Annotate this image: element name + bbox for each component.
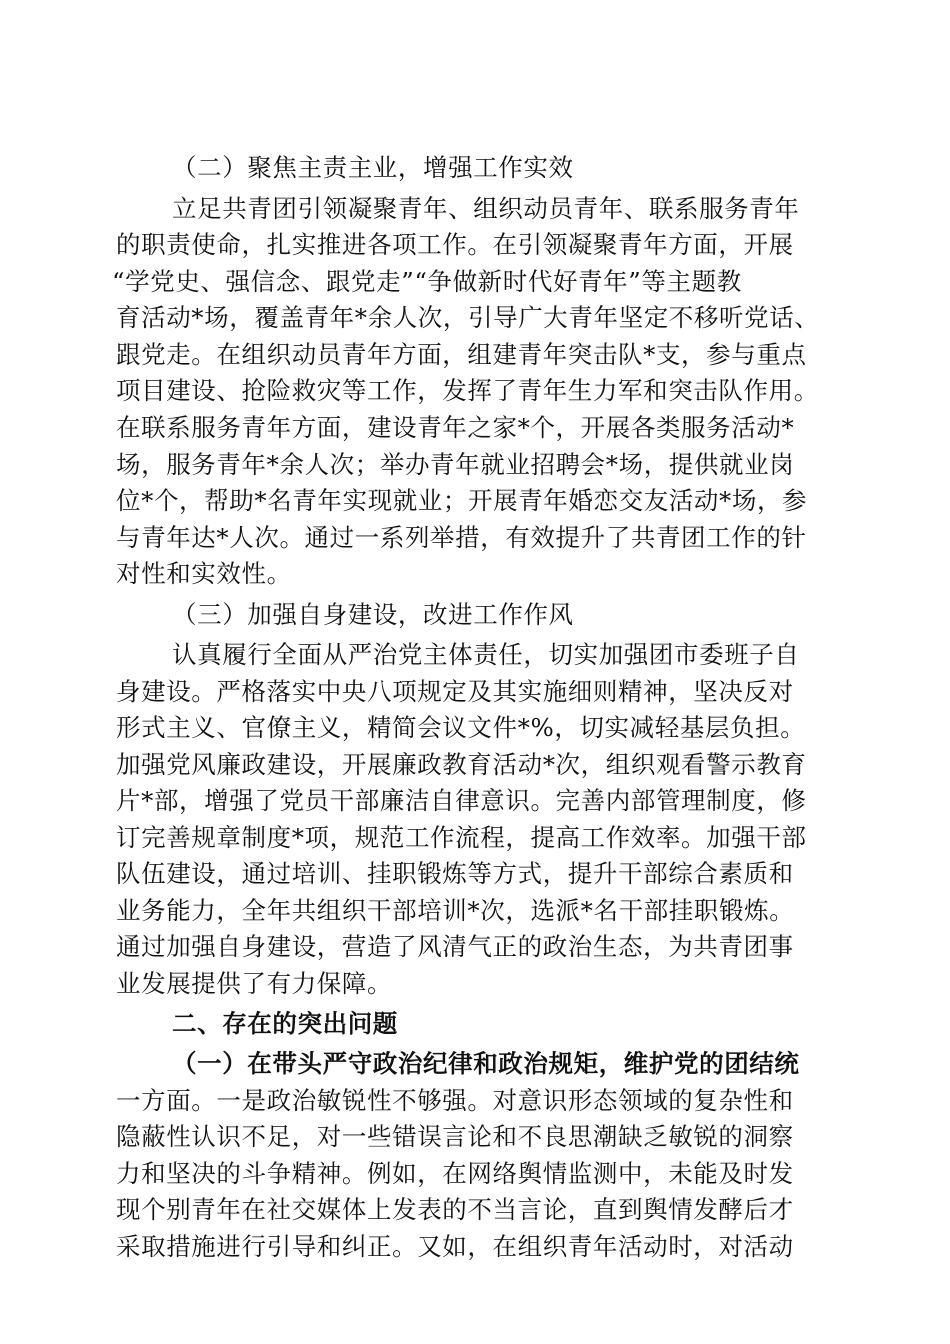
- paragraph-line: 通过加强自身建设，营造了风清气正的政治生态，为共青团事: [116, 932, 794, 961]
- paragraph-line: 订完善规章制度*项，规范工作流程，提高工作效率。加强干部: [116, 823, 807, 852]
- paragraph-line: 立足共青团引领凝聚青年、组织动员青年、联系服务青年: [172, 194, 800, 223]
- paragraph-line: 项目建设、抢险救灾等工作，发挥了青年生力军和突击队作用。: [116, 376, 819, 405]
- paragraph-line: 形式主义、官僚主义，精简会议文件*%，切实减轻基层负担。: [116, 713, 806, 742]
- section-heading-3: （三）加强自身建设，改进工作作风: [172, 600, 574, 629]
- paragraph-line: 育活动*场，覆盖青年*余人次，引导广大青年坚定不移听党话、: [116, 303, 820, 332]
- paragraph-line: 队伍建设，通过培训、挂职锻炼等方式，提升干部综合素质和: [116, 859, 794, 888]
- paragraph-line: 位*个，帮助*名青年实现就业；开展青年婚恋交友活动*场，参: [116, 486, 808, 515]
- section-heading-2: （二）聚焦主责主业，增强工作实效: [172, 153, 574, 182]
- paragraph-line: 一方面。一是政治敏锐性不够强。对意识形态领域的复杂性和: [116, 1086, 794, 1115]
- paragraph-line: 场，服务青年*余人次；举办青年就业招聘会*场，提供就业岗: [116, 450, 795, 479]
- paragraph-line: 采取措施进行引导和纠正。又如，在组织青年活动时，对活动: [116, 1232, 794, 1261]
- paragraph-line: 与青年达*人次。通过一系列举措，有效提升了共青团工作的针: [116, 523, 807, 552]
- paragraph-line: 身建设。严格落实中央八项规定及其实施细则精神，坚决反对: [116, 677, 794, 706]
- paragraph-line: 力和坚决的斗争精神。例如，在网络舆情监测中，未能及时发: [116, 1159, 794, 1188]
- paragraph-line: 的职责使命，扎实推进各项工作。在引领凝聚青年方面，开展: [116, 230, 794, 259]
- paragraph-line: 认真履行全面从严治党主体责任，切实加强团市委班子自: [172, 640, 800, 669]
- paragraph-line: 片*部，增强了党员干部廉洁自律意识。完善内部管理制度，修: [116, 786, 807, 815]
- paragraph-line: 对性和实效性。: [116, 559, 292, 588]
- paragraph-line: 跟党走。在组织动员青年方面，组建青年突击队*支，参与重点: [116, 340, 807, 369]
- paragraph-line: 在联系服务青年方面，建设青年之家*个，开展各类服务活动*: [116, 413, 795, 442]
- paragraph-line: 隐蔽性认识不足，对一些错误言论和不良思潮缺乏敏锐的洞察: [116, 1122, 794, 1151]
- subsection-heading-1: （一）在带头严守政治纪律和政治规矩，维护党的团结统: [172, 1049, 800, 1078]
- paragraph-line: 现个别青年在社交媒体上发表的不当言论，直到舆情发酵后才: [116, 1195, 794, 1224]
- paragraph-line: “学党史、强信念、跟党走”“争做新时代好青年”等主题教: [112, 267, 742, 296]
- paragraph-line: 加强党风廉政建设，开展廉政教育活动*次，组织观看警示教育: [116, 750, 807, 779]
- paragraph-line: 业务能力，全年共组织干部培训*次，选派*名干部挂职锻炼。: [116, 896, 795, 925]
- chapter-heading: 二、存在的突出问题: [172, 1009, 398, 1038]
- paragraph-line: 业发展提供了有力保障。: [116, 969, 393, 998]
